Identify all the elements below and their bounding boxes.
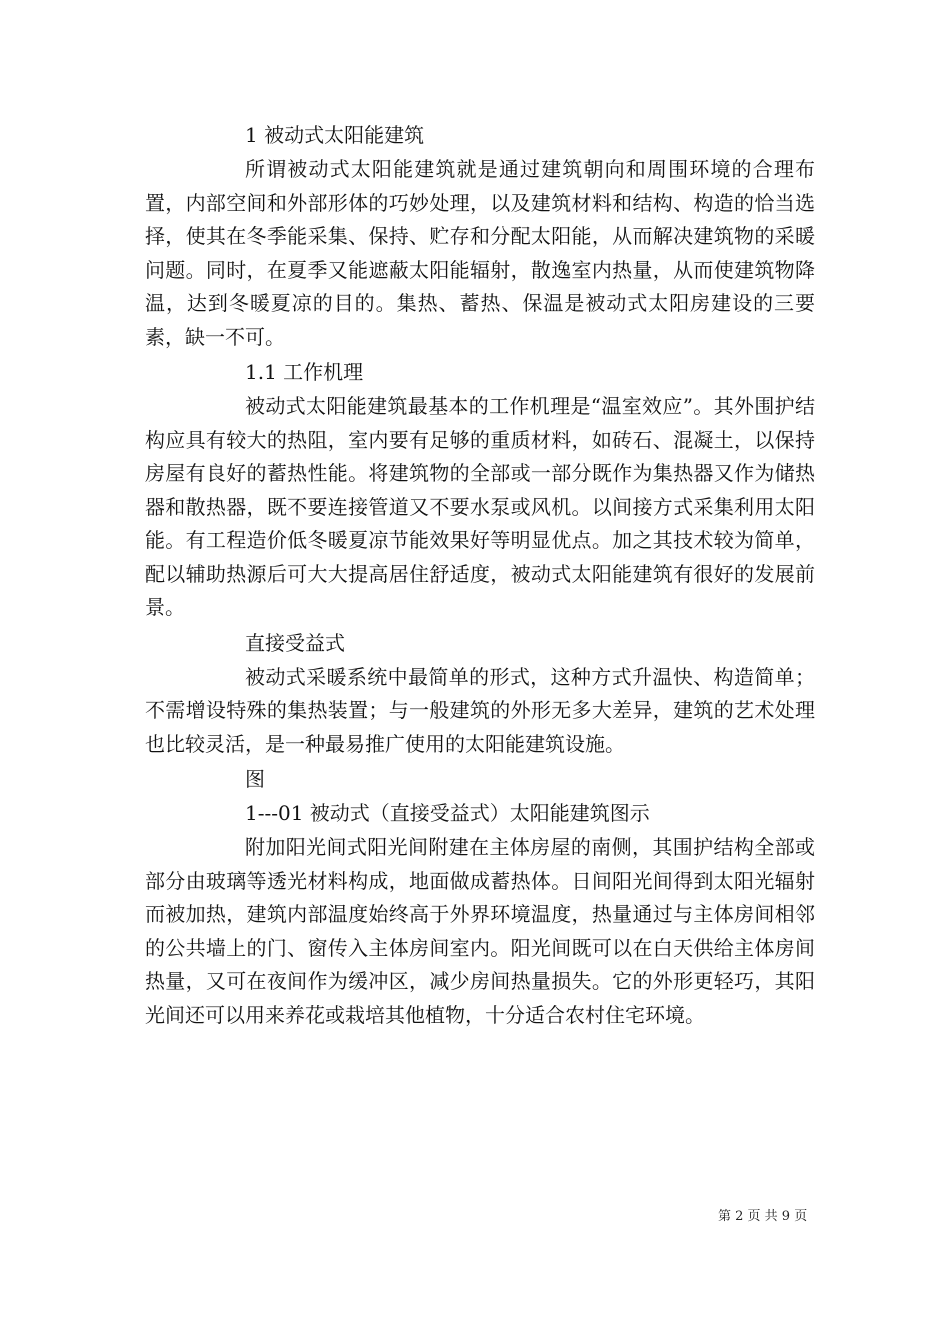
body-paragraph: 附加阳光间式阳光间附建在主体房屋的南侧，其围护结构全部或部分由玻璃等透光材料构成，地面做成蓄热体。日间阳光间得到太阳光辐射而被加热，建筑内部温度始终高于外界环境温度，热量通过与主体房间相邻的公共墙上的门、窗传入主体房间室内。阳光间既可以在白天供给主体房间热量，又可在夜间作为缓冲区，减少房间热量损失。它的外形更轻巧，其阳光间还可以用来养花或栽培其他植物，十分适合农村住宅环境。 (145, 835, 815, 1027)
figure-caption: 1---01 被动式（直接受益式）太阳能建筑图示 (245, 801, 650, 825)
document-body (145, 119, 815, 1034)
page-number-footer: 第 2 页 共 9 页 (718, 1209, 808, 1224)
subsection-heading: 1.1 工作机理 (245, 360, 364, 384)
body-paragraph: 被动式太阳能建筑最基本的工作机理是“温室效应”。其外围护结构应具有较大的热阻，室内要有足够的重质材料，如砖石、混凝土，以保持房屋有良好的蓄热性能。将建筑物的全部或一部分既作为集热器又作为储热器和散热器，既不要连接管道又不要水泵或风机。以间接方式采集利用太阳能。有工程造价低冬暖夏凉节能效果好等明显优点。加之其技术较为简单，配以辅助热源后可大大提高居住舒适度，被动式太阳能建筑有很好的发展前景。 (145, 394, 815, 619)
body-paragraph: 所谓被动式太阳能建筑就是通过建筑朝向和周围环境的合理布置，内部空间和外部形体的巧妙处理，以及建筑材料和结构、构造的恰当选择，使其在冬季能采集、保持、贮存和分配太阳能，从而解决建筑物的采暖问题。同时，在夏季又能遮蔽太阳能辐射，散逸室内热量，从而使建筑物降温，达到冬暖夏凉的目的。集热、蓄热、保温是被动式太阳房建设的三要素，缺一不可。 (145, 157, 815, 349)
body-paragraph: 被动式采暖系统中最简单的形式，这种方式升温快、构造简单；不需增设特殊的集热装置；与一般建筑的外形无多大差异，建筑的艺术处理也比较灵活，是一种最易推广使用的太阳能建筑设施。 (145, 664, 815, 756)
subsection-heading: 直接受益式 (245, 630, 345, 655)
section-heading: 1 被动式太阳能建筑 (245, 123, 425, 147)
figure-label: 图 (245, 767, 265, 791)
